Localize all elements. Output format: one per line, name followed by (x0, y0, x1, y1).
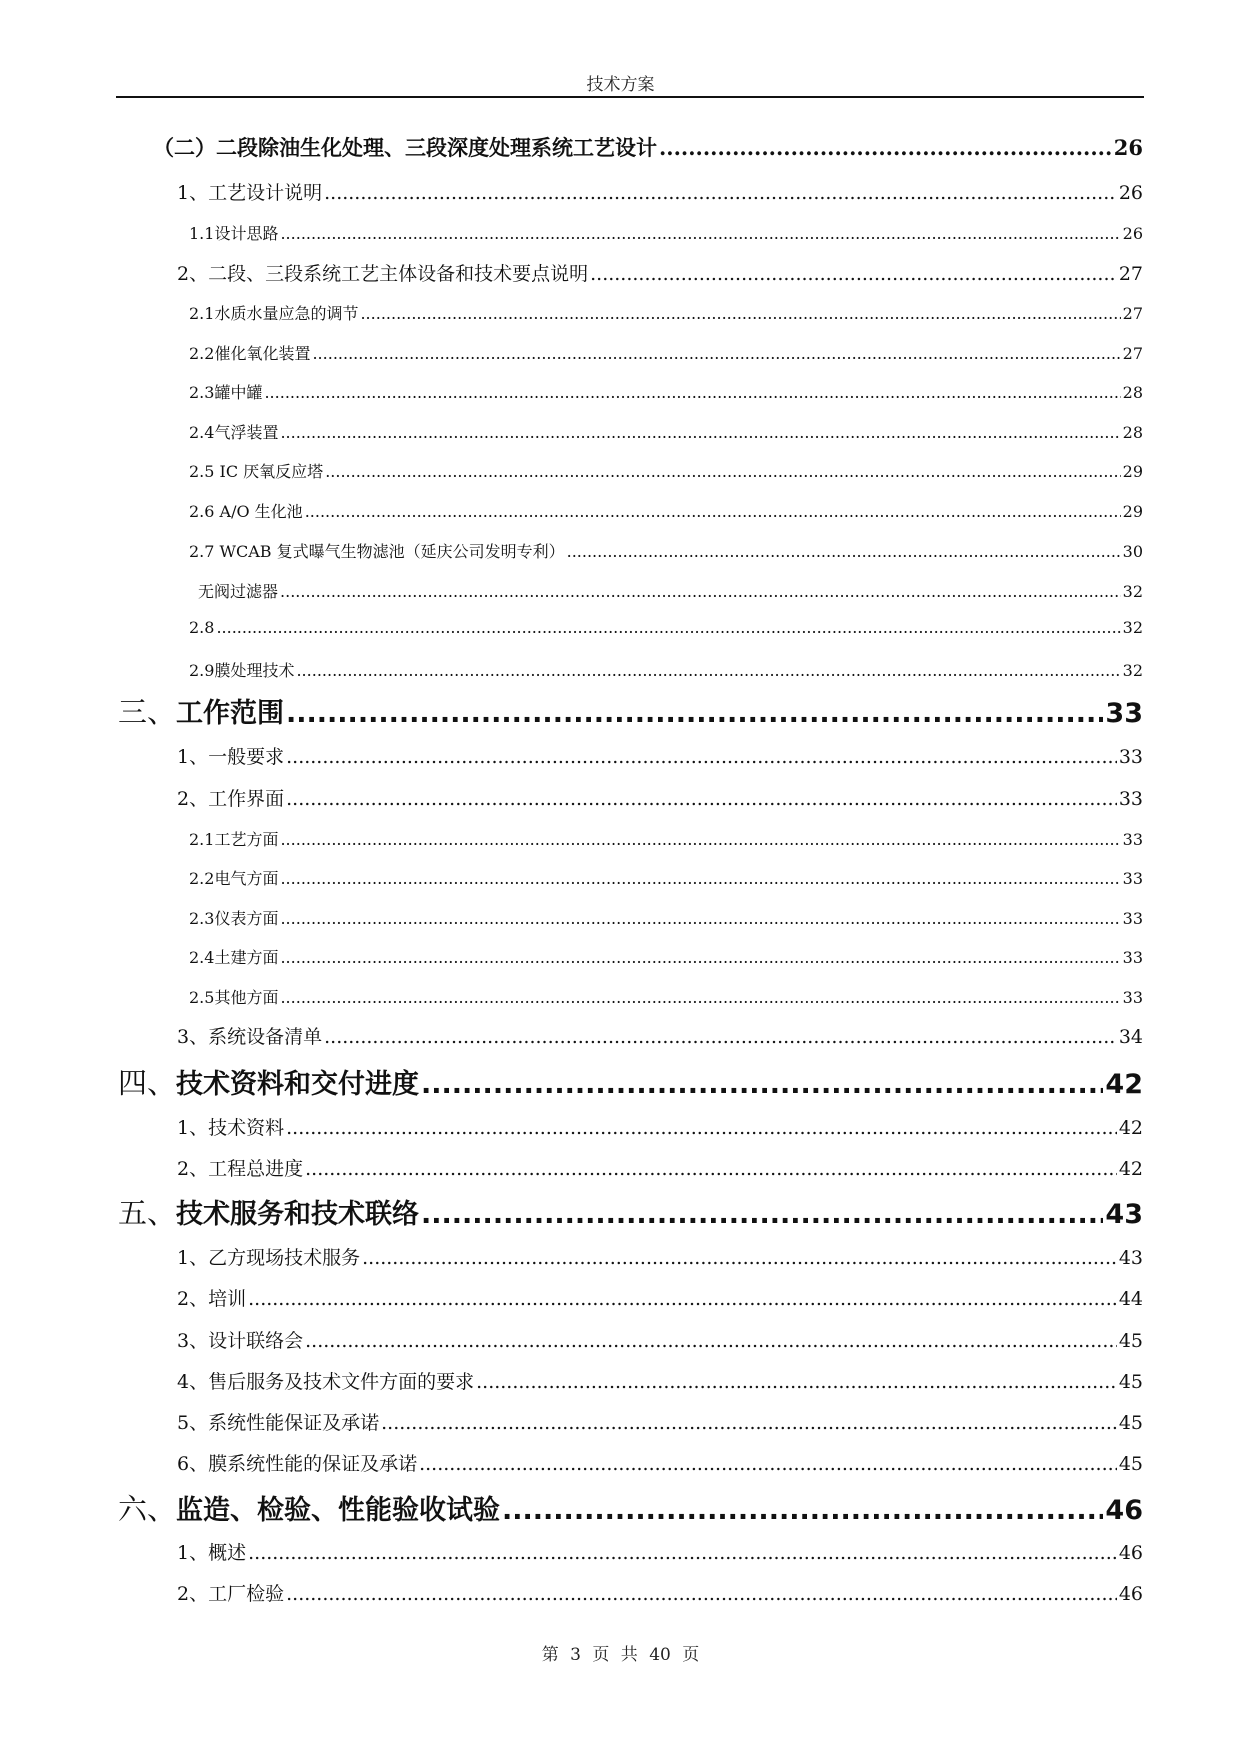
toc-dot-leader (286, 1583, 1117, 1605)
toc-entry-page: 42 (1105, 1069, 1143, 1100)
toc-entry-title: 技术服务和技术联络 (176, 1199, 420, 1230)
toc-entry-title: 仪表方面 (214, 909, 279, 928)
toc-entry-title: 2.7 WCAB 复式曝气生物滤池（延庆公司发明专利） (189, 542, 565, 561)
toc-dot-leader (286, 1117, 1117, 1139)
toc-entry-number: 1、 (177, 1542, 209, 1564)
toc-dot-leader (360, 304, 1120, 323)
toc-entry[interactable] (118, 1191, 1143, 1232)
toc-entry-page: 32 (1122, 661, 1143, 680)
toc-entry-page: 45 (1118, 1453, 1143, 1475)
toc-entry-number: 1、 (177, 1117, 209, 1139)
toc-entry-page: 26 (1122, 224, 1143, 243)
toc-entry[interactable] (189, 221, 1143, 244)
toc-entry-page: 43 (1105, 1199, 1143, 1230)
toc-entry[interactable] (189, 945, 1143, 968)
toc-entry-page: 32 (1122, 618, 1143, 637)
toc-entry-page: 33 (1118, 788, 1143, 810)
toc-entry-number: 2、 (177, 263, 209, 285)
toc-dot-leader (296, 661, 1120, 680)
toc-entry[interactable] (189, 459, 1143, 482)
toc-entry[interactable] (189, 658, 1143, 681)
toc-dot-leader (280, 423, 1120, 442)
toc-entry[interactable] (189, 827, 1143, 850)
toc-dot-leader (216, 618, 1120, 637)
toc-entry-page: 45 (1118, 1330, 1143, 1352)
toc-entry-title: 系统性能保证及承诺 (208, 1412, 380, 1434)
toc-entry-title: 售后服务及技术文件方面的要求 (208, 1371, 475, 1393)
toc-entry[interactable] (198, 579, 1143, 602)
toc-entry[interactable] (177, 1284, 1143, 1311)
toc-entry-page: 42 (1118, 1117, 1143, 1139)
toc-dot-leader (248, 1288, 1117, 1310)
toc-entry-page: 28 (1122, 423, 1143, 442)
toc-entry-number: 五、 (118, 1196, 177, 1230)
toc-entry-number: 2、 (177, 1158, 209, 1180)
toc-dot-leader (305, 502, 1121, 521)
toc-entry-title: 一般要求 (208, 746, 285, 768)
toc-dot-leader (286, 746, 1117, 768)
toc-entry-page: 28 (1122, 383, 1143, 402)
toc-entry[interactable] (177, 1367, 1143, 1394)
toc-entry[interactable] (189, 618, 1143, 637)
toc-entry-number: 2.1 (189, 304, 215, 323)
toc-entry[interactable] (189, 866, 1143, 889)
toc-dot-leader (419, 1453, 1117, 1475)
toc-entry-title: 催化氧化装置 (214, 344, 311, 363)
toc-dot-leader (286, 788, 1117, 810)
toc-entry-page: 33 (1122, 869, 1143, 888)
toc-entry-page: 33 (1118, 746, 1143, 768)
toc-entry-title: 无阀过滤器 (198, 582, 279, 601)
toc-entry-title: 技术资料和交付进度 (176, 1069, 420, 1100)
toc-dot-leader (280, 830, 1120, 849)
toc-entry[interactable] (118, 1061, 1143, 1102)
toc-entry-number: （二） (153, 135, 216, 160)
toc-entry-page: 27 (1118, 263, 1143, 285)
toc-entry-title: 工作界面 (208, 788, 285, 810)
toc-entry-page: 45 (1118, 1412, 1143, 1434)
toc-dot-leader (280, 224, 1120, 243)
toc-dot-leader (502, 1495, 1103, 1526)
toc-entry-number: 1、 (177, 1247, 209, 1269)
toc-entry[interactable] (177, 1538, 1143, 1565)
toc-entry[interactable] (177, 1579, 1143, 1606)
toc-entry-page: 33 (1122, 830, 1143, 849)
toc-entry-number: 2.5 (189, 988, 215, 1007)
toc-entry-title: 气浮装置 (214, 423, 279, 442)
toc-entry-number: 2、 (177, 1288, 209, 1310)
toc-entry-number: 2、 (177, 788, 209, 810)
toc-entry[interactable] (189, 301, 1143, 324)
toc-entry[interactable] (118, 1487, 1143, 1528)
toc-entry-title: 监造、检验、性能验收试验 (176, 1495, 501, 1526)
toc-entry-title: 二段、三段系统工艺主体设备和技术要点说明 (208, 263, 589, 285)
toc-entry[interactable] (177, 1022, 1143, 1049)
running-header: 技术方案 (586, 75, 655, 95)
toc-entry-title: 2.8 (189, 618, 215, 637)
toc-entry-page: 27 (1122, 344, 1143, 363)
toc-entry-number: 2.4 (189, 948, 215, 967)
toc-dot-leader (312, 344, 1120, 363)
toc-dot-leader (280, 869, 1120, 888)
toc-dot-leader (280, 948, 1120, 967)
toc-entry[interactable] (177, 1408, 1143, 1435)
toc-entry[interactable] (177, 1113, 1143, 1140)
toc-entry-title: 工程总进度 (208, 1158, 304, 1180)
toc-entry-title: 系统设备清单 (208, 1026, 323, 1048)
toc-entry-title: 2.5 IC 厌氧反应塔 (189, 462, 324, 481)
toc-entry[interactable] (177, 178, 1143, 205)
toc-entry-title: 二段除油生化处理、三段深度处理系统工艺设计 (216, 135, 657, 160)
toc-entry-title: 乙方现场技术服务 (208, 1247, 361, 1269)
toc-entry-number: 3、 (177, 1026, 209, 1048)
toc-entry[interactable] (118, 690, 1143, 731)
toc-entry[interactable] (189, 985, 1143, 1008)
toc-entry-number: 1、 (177, 746, 209, 768)
toc-entry-title: 罐中罐 (214, 383, 263, 402)
toc-entry[interactable] (189, 380, 1143, 403)
toc-entry-page: 26 (1118, 182, 1143, 204)
toc-dot-leader (305, 1158, 1117, 1180)
page-footer: 第 3 页 共 40 页 (541, 1645, 700, 1665)
toc-entry-page: 27 (1122, 304, 1143, 323)
toc-entry-title: 技术资料 (208, 1117, 285, 1139)
toc-entry[interactable] (189, 341, 1143, 364)
toc-entry[interactable] (177, 1326, 1143, 1353)
toc-entry[interactable] (189, 906, 1143, 929)
toc-dot-leader (280, 988, 1120, 1007)
toc-entry-page: 29 (1122, 502, 1143, 521)
toc-entry-number: 1、 (177, 182, 209, 204)
toc-entry-title: 膜处理技术 (214, 661, 295, 680)
toc-entry-page: 46 (1118, 1542, 1143, 1564)
toc-entry-page: 44 (1118, 1288, 1143, 1310)
toc-entry-title: 其他方面 (214, 988, 279, 1007)
toc-entry-title: 6、膜系统性能的保证及承诺 (177, 1453, 418, 1475)
toc-entry-number: 5、 (177, 1412, 209, 1434)
toc-entry[interactable] (177, 1243, 1143, 1270)
toc-dot-leader (381, 1412, 1117, 1434)
toc-entry-title: 2.6 A/O 生化池 (189, 502, 303, 521)
toc-dot-leader (324, 1026, 1117, 1048)
toc-entry-title: 电气方面 (214, 869, 279, 888)
toc-entry-title: 土建方面 (214, 948, 279, 967)
toc-dot-leader (264, 383, 1120, 402)
toc-entry-number: 3、 (177, 1330, 209, 1352)
toc-entry-number: 四、 (118, 1066, 177, 1100)
toc-entry-title: 工厂检验 (208, 1583, 285, 1605)
toc-dot-leader (325, 462, 1120, 481)
toc-entry-title: 水质水量应急的调节 (214, 304, 359, 323)
toc-dot-leader (590, 263, 1117, 285)
toc-dot-leader (421, 1199, 1103, 1230)
toc-dot-leader (305, 1330, 1117, 1352)
toc-dot-leader (286, 698, 1103, 729)
toc-entry-page: 33 (1122, 988, 1143, 1007)
toc-entry-title: 概述 (208, 1542, 247, 1564)
toc-entry-page: 33 (1122, 909, 1143, 928)
toc-entry-number: 2.4 (189, 423, 215, 442)
toc-entry[interactable] (177, 1449, 1143, 1476)
toc-entry[interactable] (177, 742, 1143, 769)
toc-entry-title: 培训 (208, 1288, 247, 1310)
toc-entry-page: 33 (1122, 948, 1143, 967)
toc-dot-leader (280, 909, 1120, 928)
toc-entry[interactable] (189, 499, 1143, 522)
toc-entry-title: 设计思路 (214, 224, 279, 243)
toc-entry-number: 2.9 (189, 661, 215, 680)
toc-entry[interactable] (189, 539, 1143, 562)
toc-entry-page: 32 (1122, 582, 1143, 601)
toc-entry-page: 33 (1105, 698, 1143, 729)
toc-dot-leader (659, 135, 1112, 160)
toc-dot-leader (421, 1069, 1103, 1100)
toc-entry[interactable] (177, 259, 1143, 286)
toc-entry-title: 设计联络会 (208, 1330, 304, 1352)
toc-dot-leader (476, 1371, 1117, 1393)
toc-dot-leader (324, 182, 1117, 204)
toc-entry[interactable] (177, 1154, 1143, 1181)
toc-entry-number: 2、 (177, 1583, 209, 1605)
toc-entry-title: 工作范围 (176, 698, 285, 729)
toc-entry-number: 1.1 (189, 224, 215, 243)
toc-entry-title: 工艺方面 (214, 830, 279, 849)
toc-dot-leader (567, 542, 1121, 561)
toc-entry-page: 30 (1122, 542, 1143, 561)
toc-entry-number: 2.2 (189, 344, 215, 363)
toc-entry-number: 六、 (118, 1492, 177, 1526)
toc-entry-number: 2.3 (189, 383, 215, 402)
toc-dot-leader (362, 1247, 1117, 1269)
toc-entry-number: 2.1 (189, 830, 215, 849)
toc-entry-page: 34 (1118, 1026, 1143, 1048)
toc-entry-number: 2.3 (189, 909, 215, 928)
toc-entry-page: 29 (1122, 462, 1143, 481)
toc-entry-title: 工艺设计说明 (208, 182, 323, 204)
toc-dot-leader (280, 582, 1121, 601)
toc-entry-page: 46 (1105, 1495, 1143, 1526)
toc-entry-page: 46 (1118, 1583, 1143, 1605)
toc-entry[interactable] (177, 784, 1143, 811)
toc-entry-page: 42 (1118, 1158, 1143, 1180)
toc-entry-number: 4、 (177, 1371, 209, 1393)
toc-entry-page: 26 (1113, 135, 1143, 160)
toc-entry[interactable] (189, 420, 1143, 443)
toc-entry-page: 45 (1118, 1371, 1143, 1393)
toc-entry-number: 2.2 (189, 869, 215, 888)
toc-entry-page: 43 (1118, 1247, 1143, 1269)
toc-entry[interactable] (153, 132, 1143, 162)
toc-entry-number: 三、 (118, 695, 177, 729)
toc-dot-leader (248, 1542, 1117, 1564)
